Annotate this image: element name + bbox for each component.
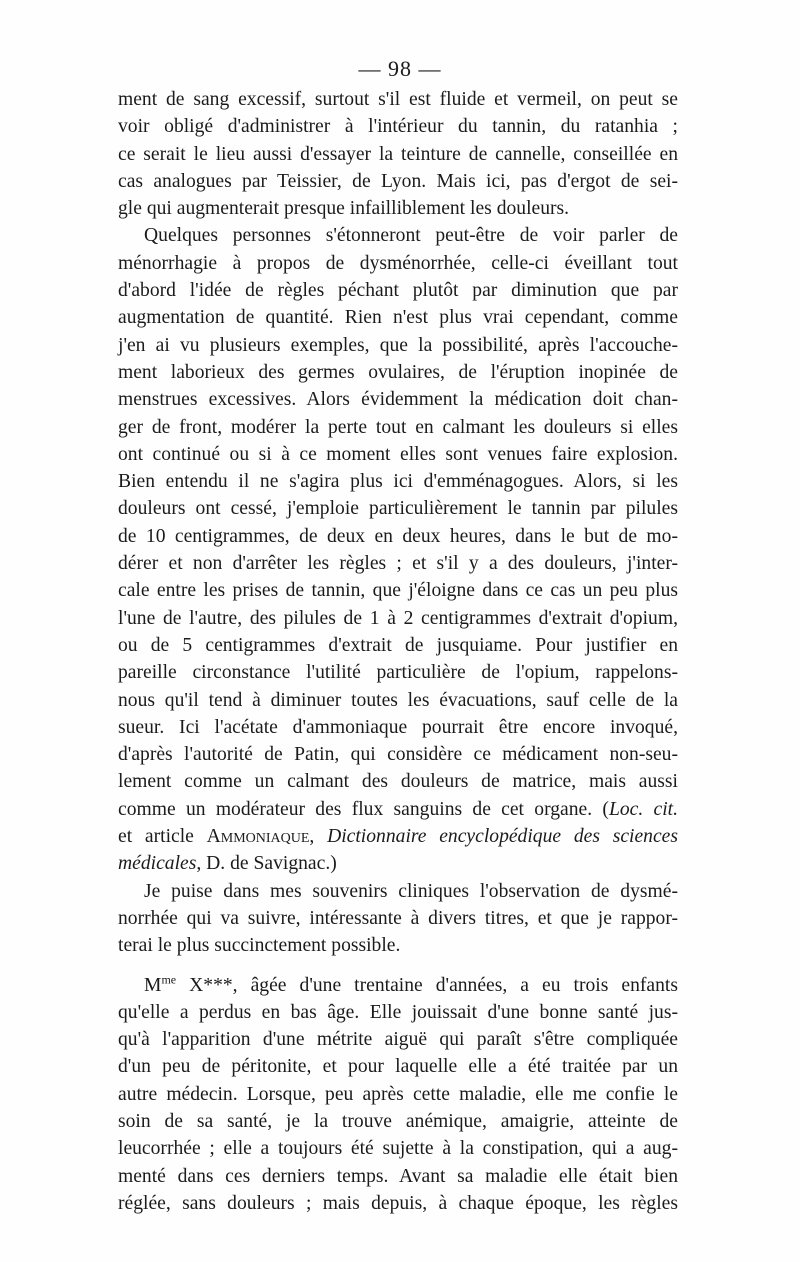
text-line: norrhée qui va suivre, intéressante à divers titres, et que je rappor- (118, 907, 678, 929)
text-line: qu'à l'apparition d'une métrite aiguë qui paraît s'être compliquée (118, 1029, 678, 1051)
text-line (118, 796, 678, 823)
text-line: d'un peu de péritonite, et pour laquelle elle a été traitée par un (118, 1056, 678, 1078)
text-line: ment de sang excessif, surtout s'il est fluide et vermeil, on peut se (118, 89, 678, 110)
text-line: cas analogues par Teissier, de Lyon. Mais ici, pas d'ergot de sei- (118, 170, 678, 192)
text-run: et article (118, 826, 207, 848)
superscript: me (161, 971, 177, 986)
text-line: ment laborieux des germes ovulaires, de l'éruption inopinée de (118, 361, 678, 383)
text-line: sueur. Ici l'acétate d'ammoniaque pourrait être encore invoqué, (118, 716, 678, 738)
text-line: ou de 5 centigrammes d'extrait de jusquiame. Pour justifier en (118, 634, 678, 656)
reference-title: Dictionnaire encyclopédique des sciences (327, 826, 678, 848)
text-line: j'en ai vu plusieurs exemples, que la possibilité, après l'accouche- (118, 334, 678, 356)
text-line: nous qu'il tend à diminuer toutes les évacuations, sauf celle de la (118, 689, 678, 711)
text-line: lement comme un calmant des douleurs de matrice, mais aussi (118, 771, 678, 793)
text-run: X***, âgée d'une trentaine d'années, a eu trois enfants (176, 974, 678, 996)
text-line: gle qui augmenterait presque infailliblement les douleurs. (118, 198, 570, 220)
text-line: de 10 centigrammes, de deux en deux heures, dans le but de mo- (118, 525, 678, 547)
text-line: ce serait le lieu aussi d'essayer la teinture de cannelle, conseillée en (118, 143, 678, 165)
text-line: d'abord l'idée de règles péchant plutôt par diminution que par (118, 280, 678, 302)
text-line: qu'elle a perdus en bas âge. Elle jouissait d'une bonne santé jus- (118, 1001, 678, 1023)
text-line (118, 823, 678, 850)
text-line: l'une de l'autre, des pilules de 1 à 2 centigrammes d'extrait d'opium, (118, 607, 678, 629)
paragraph-3 (118, 878, 678, 960)
text-line: soin de sa santé, je la trouve anémique, amaigrie, atteinte de (118, 1110, 678, 1132)
paragraph-2 (118, 222, 678, 877)
text-line: leucorrhée ; elle a toujours été sujette à la constipation, qui a aug- (118, 1138, 678, 1160)
text-line: réglée, sans douleurs ; mais depuis, à chaque époque, les règles (118, 1192, 678, 1214)
text-line: menstrues excessives. Alors évidemment la médication doit chan- (118, 389, 678, 411)
text-run: comme un modérateur des flux sanguins de cet organe. ( (118, 798, 609, 820)
text-line: ménorrhagie à propos de dysménorrhée, celle-ci éveillant tout (118, 252, 678, 274)
page-body (118, 86, 678, 1217)
text-line: ger de front, modérer la perte tout en calmant les douleurs si elles (118, 416, 678, 438)
text-line: cale entre les prises de tannin, que j'éloigne dans ce cas un peu plus (118, 580, 678, 602)
text-line: Je puise dans mes souvenirs cliniques l'observation de dysmé- (144, 880, 678, 902)
text-run: , D. de Savignac.) (196, 853, 337, 875)
citation-text: Loc. cit. (608, 798, 678, 820)
text-line: ont continué ou si à ce moment elles sont venues faire explosion. (118, 443, 678, 465)
text-line: augmentation de quantité. Rien n'est plus vrai cependant, comme (118, 307, 678, 329)
paragraph-spacer (118, 960, 678, 972)
text-line (118, 850, 678, 877)
text-line: Quelques personnes s'étonneront peut-être de voir parler de (144, 225, 678, 247)
text-line: voir obligé d'administrer à l'intérieur du tannin, du ratanhia ; (118, 116, 678, 138)
text-line: douleurs ont cessé, j'emploie particulièrement le tannin par pilules (118, 498, 678, 520)
text-line: dérer et non d'arrêter les règles ; et s'il y a des douleurs, j'inter- (118, 553, 678, 575)
text-line (118, 972, 678, 999)
text-line: terai le plus succinctement possible. (118, 935, 401, 957)
paragraph-1 (118, 86, 678, 222)
page-number: — 98 — (358, 56, 442, 81)
text-run: M (144, 974, 162, 996)
reference-title: médicales (118, 853, 197, 875)
text-line: d'après l'autorité de Patin, qui considère ce médicament non-seu- (118, 744, 678, 766)
text-run: , (309, 826, 328, 848)
reference-term: Ammoniaque (206, 826, 310, 848)
text-line: pareille circonstance l'utilité particulière de l'opium, rappelons- (118, 662, 678, 684)
paragraph-4 (118, 972, 678, 1218)
text-line: autre médecin. Lorsque, peu après cette maladie, elle me confie le (118, 1083, 678, 1105)
text-line: menté dans ces derniers temps. Avant sa maladie elle était bien (118, 1165, 678, 1187)
text-line: Bien entendu il ne s'agira plus ici d'emménagogues. Alors, si les (118, 471, 678, 493)
